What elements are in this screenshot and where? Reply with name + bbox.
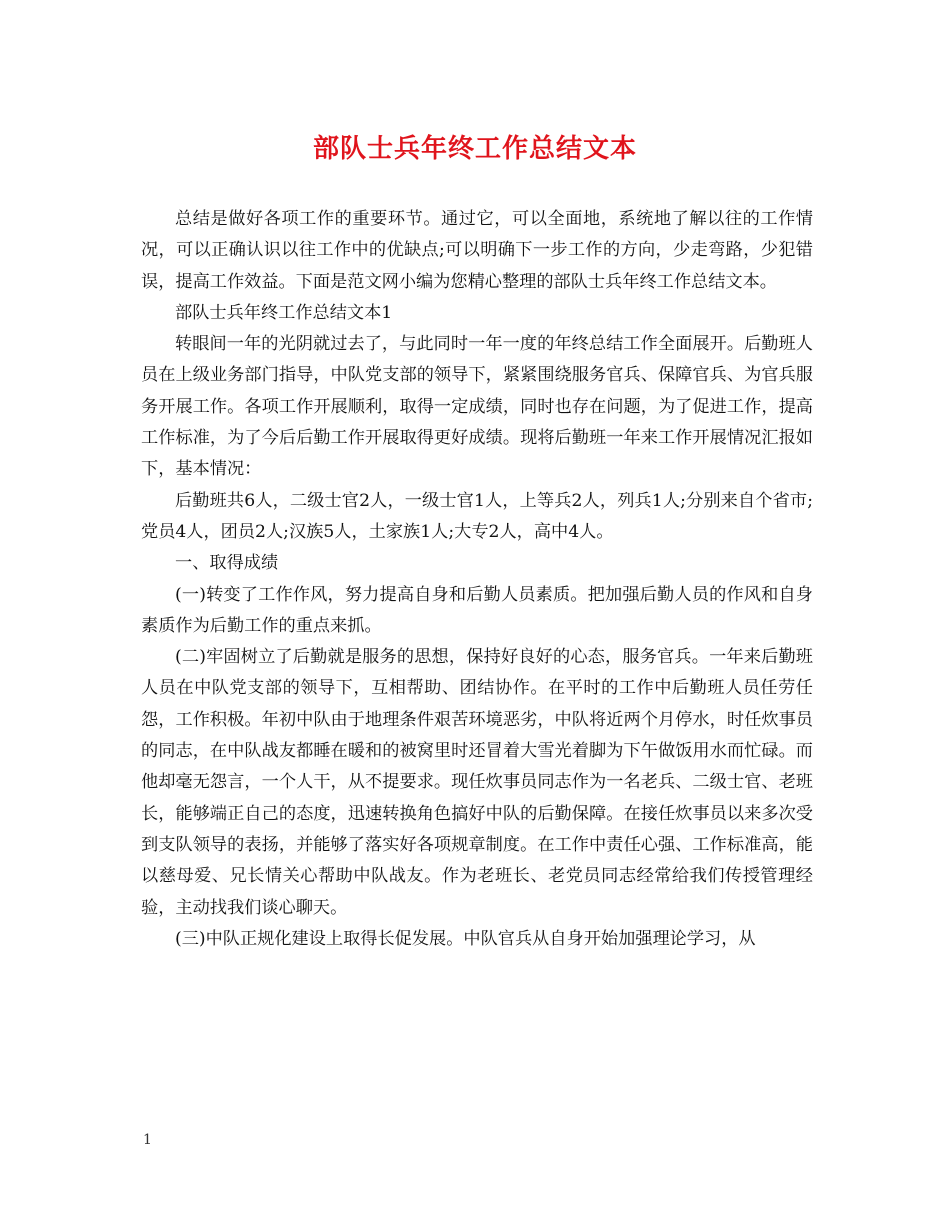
paragraph: 后勤班共6人，二级士官2人，一级士官1人，上等兵2人，列兵1人;分别来自个省市;党员4人，团员2人;汉族5人，土家族1人;大专2人，高中4人。: [141, 490, 813, 542]
paragraph: 转眼间一年的光阴就过去了，与此同时一年一度的年终总结工作全面展开。后勤班人员在上级业务部门指导，中队党支部的领导下，紧紧围绕服务官兵、保障官兵、为官兵服务开展工作。各项工作开展顺利，取得一定成绩，同时也存在问题，为了促进工作，提高工作标准，为了今后后勤工作开展取得更好成绩。现将后勤班一年来工作开展情况汇报如下，基本情况：: [141, 334, 813, 480]
section-heading: 部队士兵年终工作总结文本1: [175, 302, 393, 323]
paragraph: (一)转变了工作作风，努力提高自身和后勤人员素质。把加强后勤人员的作风和自身素质作为后勤工作的重点来抓。: [141, 584, 813, 636]
document-body: [141, 204, 813, 955]
paragraph: (三)中队正规化建设上取得长促发展。中队官兵从自身开始加强理论学习，从: [175, 928, 756, 949]
document-title: 部队士兵年终工作总结文本: [312, 134, 637, 164]
paragraph: (二)牢固树立了后勤就是服务的思想，保持好良好的心态，服务官兵。一年来后勤班人员在中队党支部的领导下，互相帮助、团结协作。在平时的工作中后勤班人员任劳任怨，工作积极。年初中队由于地理条件艰苦环境恶劣，中队将近两个月停水，时任炊事员的同志，在中队战友都睡在暖和的被窝里时还冒着大雪光着脚为下午做饭用水而忙碌。而他却毫无怨言，一个人干，从不提要求。现任炊事员同志作为一名老兵、二级士官、老班长，能够端正自己的态度，迅速转换角色搞好中队的后勤保障。在接任炊事员以来多次受到支队领导的表扬，并能够了落实好各项规章制度。在工作中责任心强、工作标准高，能以慈母爱、兄长情关心帮助中队战友。作为老班长、老党员同志经常给我们传授管理经验，主动找我们谈心聊天。: [141, 647, 813, 918]
section-heading: 一、取得成绩: [175, 553, 279, 574]
page-number: 1: [143, 1132, 152, 1148]
paragraph: 总结是做好各项工作的重要环节。通过它，可以全面地，系统地了解以往的工作情况，可以正确认识以往工作中的优缺点;可以明确下一步工作的方向，少走弯路，少犯错误，提高工作效益。下面是范文网小编为您精心整理的部队士兵年终工作总结文本。: [141, 209, 813, 292]
